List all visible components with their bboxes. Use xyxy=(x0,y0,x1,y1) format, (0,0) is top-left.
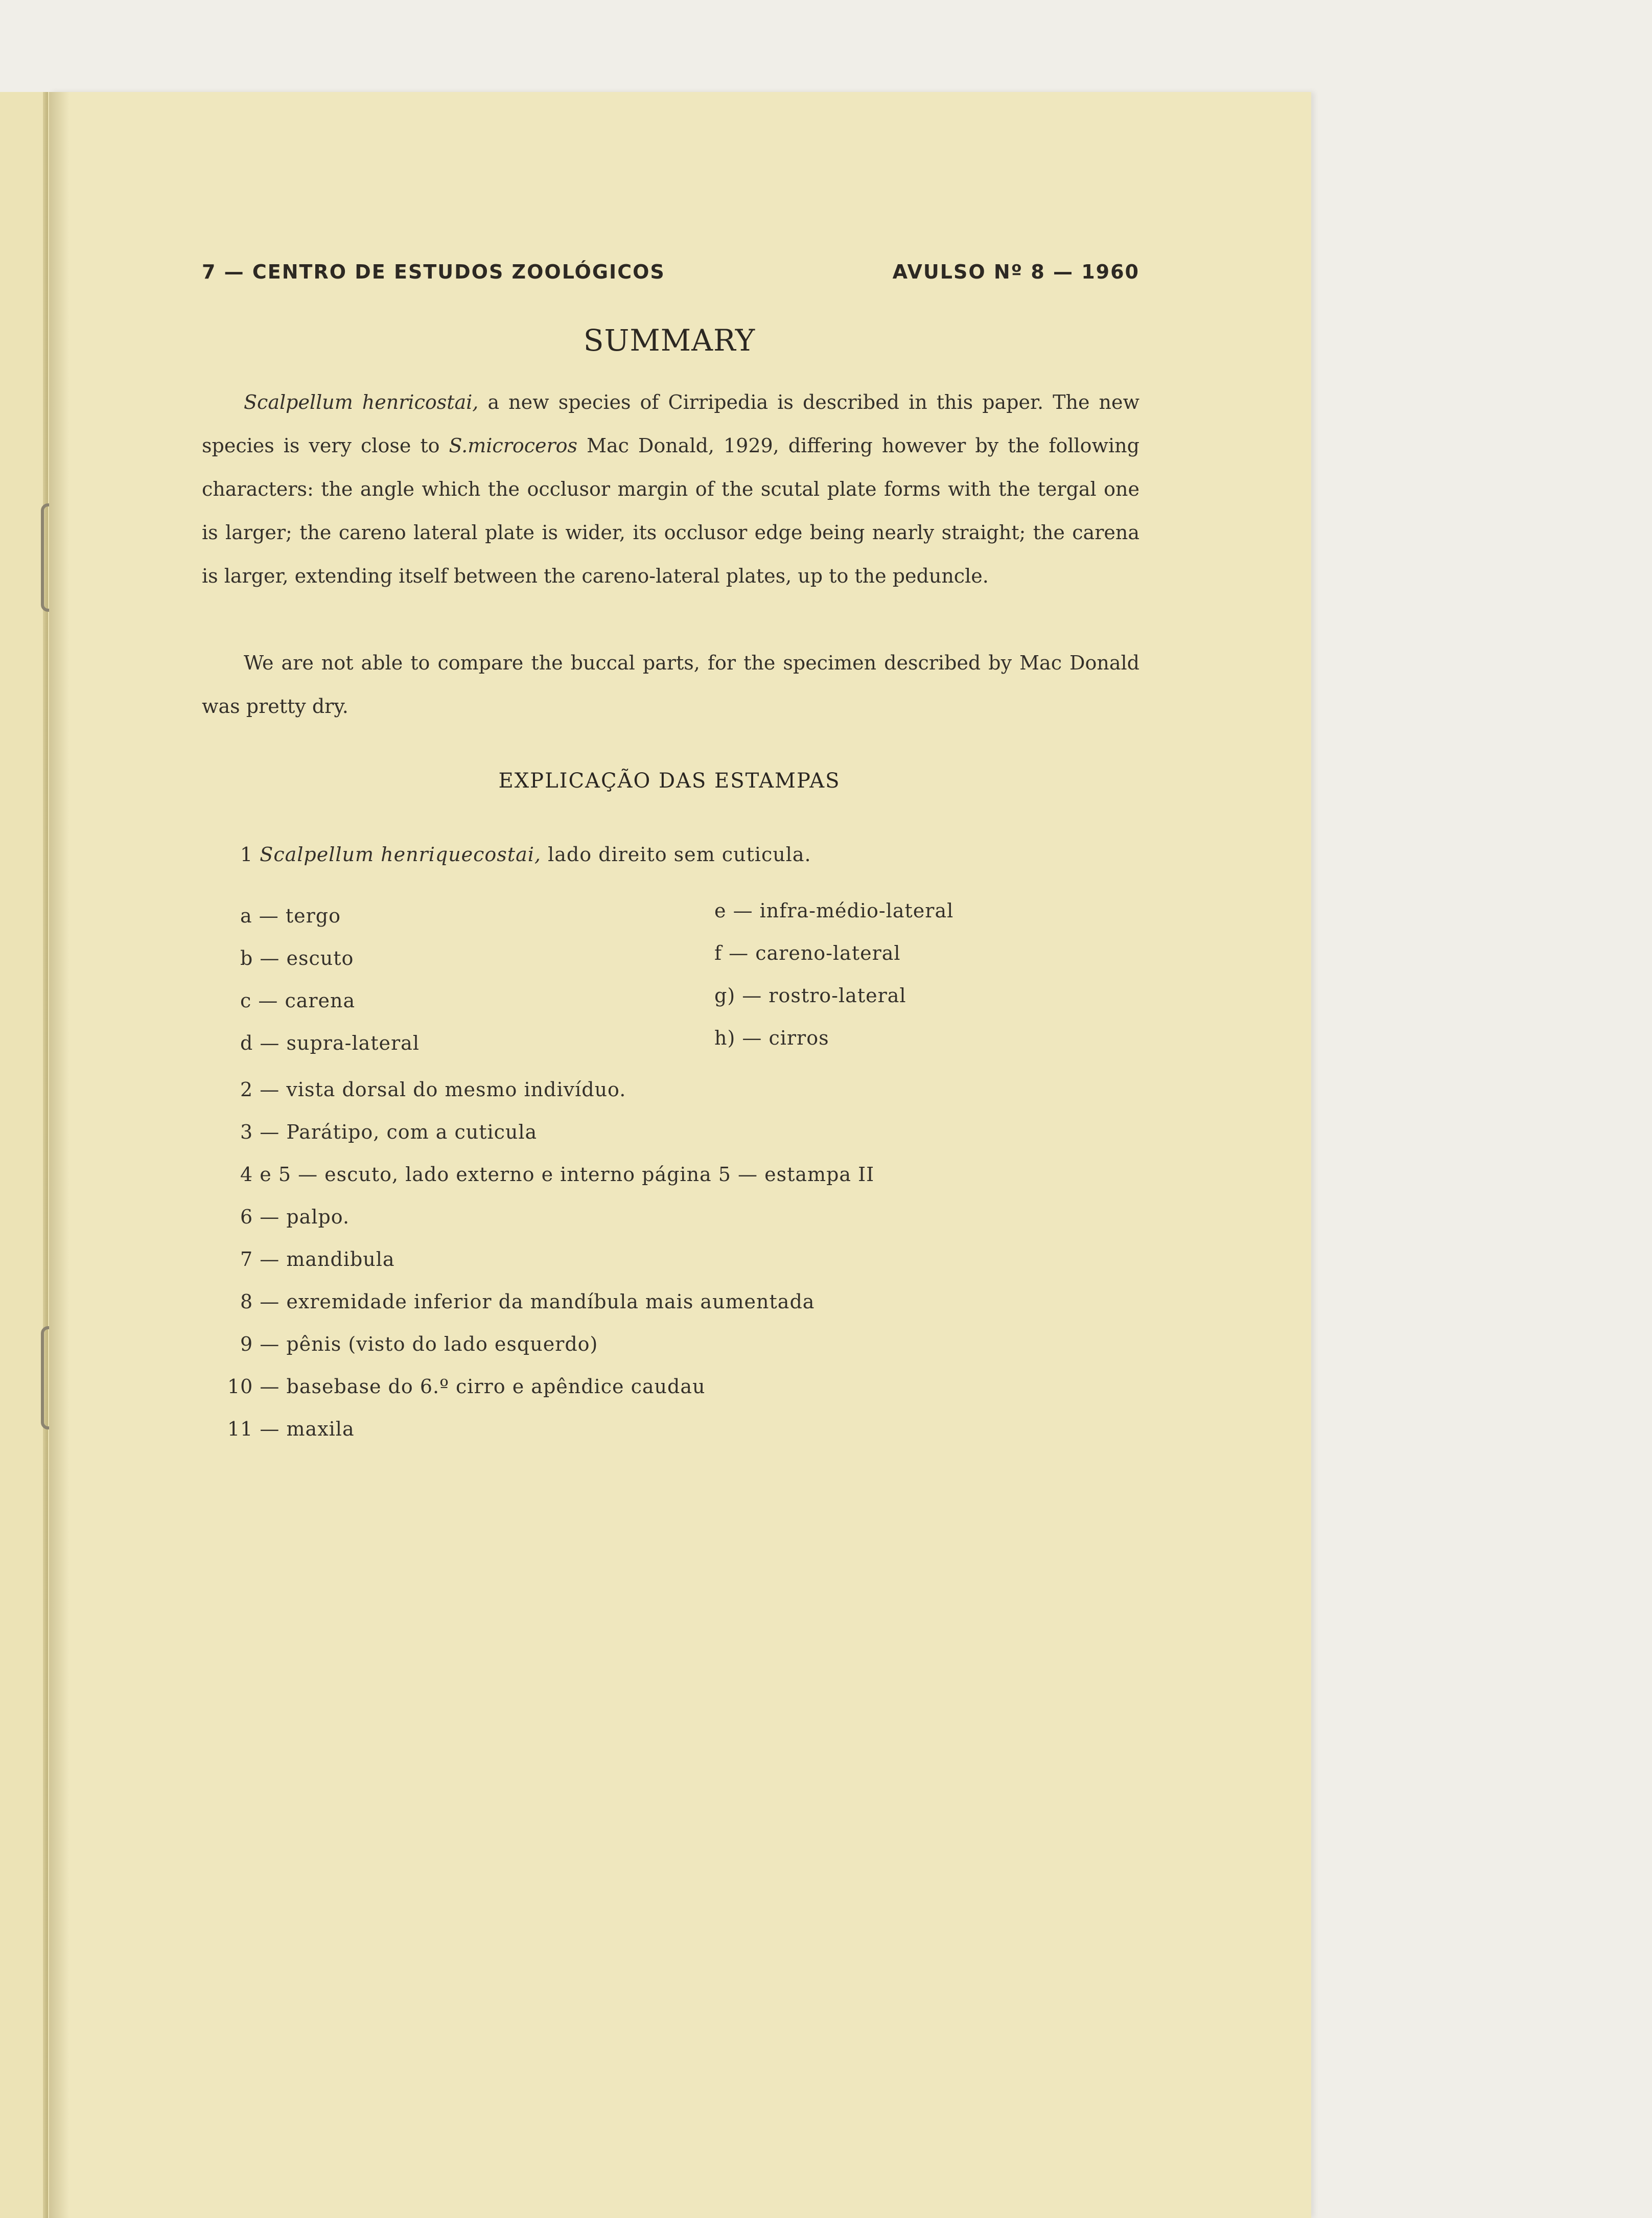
plate-item-4-5: 4 e 5 — escuto, lado externo e interno página 5 — estampa II xyxy=(240,1163,875,1186)
summary-text-a: a new species of Cirripedia is described in this paper. The new species is very close to xyxy=(202,391,1140,457)
plates-title: EXPLICAÇÃO DAS ESTAMPAS xyxy=(498,769,841,793)
book-spine xyxy=(43,92,48,2218)
legend-left-3: d — supra-lateral xyxy=(240,1032,420,1054)
page-gutter-shadow xyxy=(49,92,69,2218)
summary-paragraph-1 xyxy=(202,381,1139,598)
left-page-edge xyxy=(0,92,51,2218)
header-left: 7 — CENTRO DE ESTUDOS ZOOLÓGICOS xyxy=(202,261,665,283)
summary-title: SUMMARY xyxy=(583,323,756,358)
summary-paragraph-2: We are not able to compare the buccal parts, for the specimen described by Mac Donald was pretty dry. xyxy=(202,652,1139,718)
legend-left-1: b — escuto xyxy=(240,947,354,969)
plate-item-7: 7 — mandibula xyxy=(240,1248,395,1270)
plate-item-11: 11 — maxila xyxy=(227,1418,355,1440)
page-header xyxy=(202,261,1139,283)
legend-left-2: c — carena xyxy=(240,989,356,1012)
species-name: Scalpellum henricostai, xyxy=(244,391,479,413)
plate-item-1-num: 1 xyxy=(240,843,253,866)
plate-item-8: 8 — exremidade inferior da mandíbula mais aumentada xyxy=(240,1290,815,1313)
plate-item-1 xyxy=(240,843,811,866)
legend-right-1: f — careno-lateral xyxy=(714,942,901,964)
legend-right-2: g) — rostro-lateral xyxy=(714,984,906,1007)
plate-item-6: 6 — palpo. xyxy=(240,1206,350,1228)
plate-item-10: 10 — basebase do 6.º cirro e apêndice caudau xyxy=(227,1375,706,1398)
legend-left-0: a — tergo xyxy=(240,905,341,927)
plate-item-1-species: Scalpellum henriquecostai, xyxy=(260,843,541,866)
plate-item-1-text: lado direito sem cuticula. xyxy=(541,843,811,866)
plate-item-2: 2 — vista dorsal do mesmo indivíduo. xyxy=(240,1078,626,1101)
reference-species: S.microceros xyxy=(449,434,578,457)
legend-right-0: e — infra-médio-lateral xyxy=(714,899,954,922)
plate-item-9: 9 — pênis (visto do lado esquerdo) xyxy=(240,1333,598,1355)
legend-right-3: h) — cirros xyxy=(714,1027,829,1049)
plate-item-3: 3 — Parátipo, com a cuticula xyxy=(240,1121,538,1143)
header-right: AVULSO Nº 8 — 1960 xyxy=(892,261,1139,283)
summary-text-b: Mac Donald, 1929, differing however by the following characters: the angle which the occlusor margin of the scutal plate forms with the tergal one is larger; the careno lateral plate is wider, its occlusor edge being nearly straight; the carena is larger, extending itself between the careno-lateral plates, up to the peduncle. xyxy=(202,434,1139,587)
